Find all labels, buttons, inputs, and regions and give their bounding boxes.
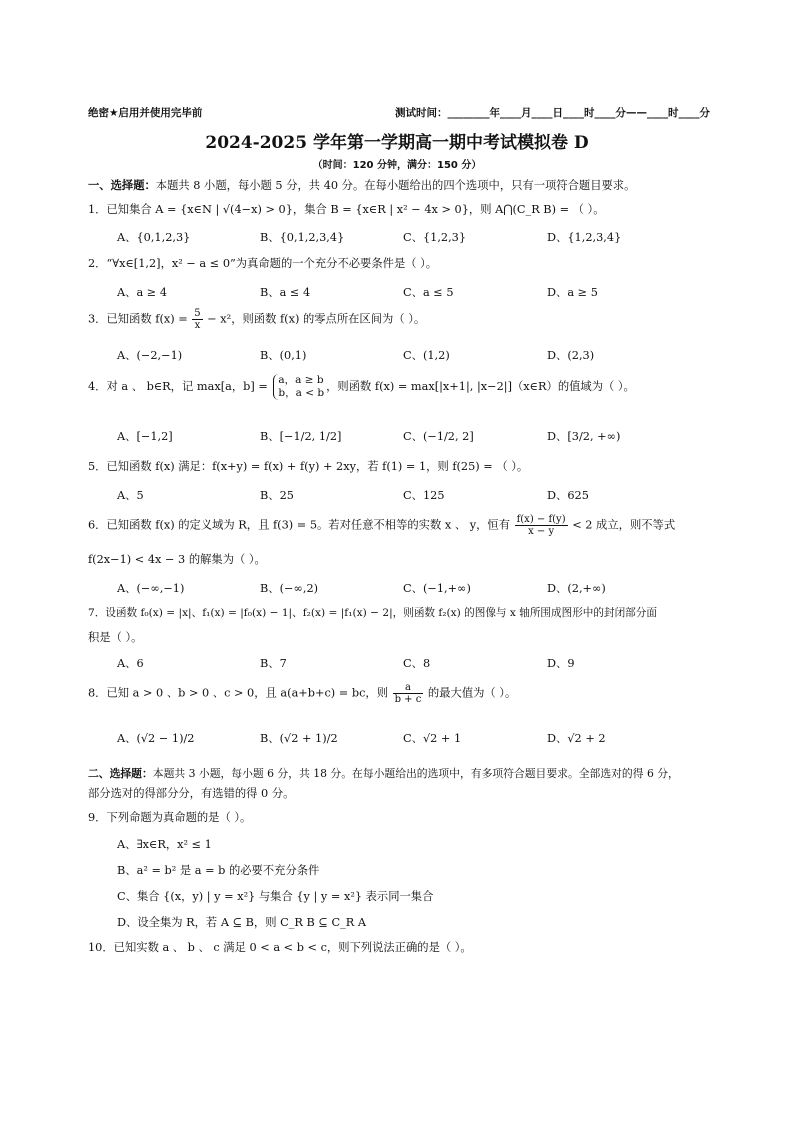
question-9: 9．下列命题为真命题的是（ ）。 (88, 811, 252, 824)
q3-frac-numerator: 5 (194, 308, 201, 319)
q8-frac-numerator: a (393, 682, 424, 694)
q4-prefix: 4．对 a 、 b∈R，记 max[a，b] = (88, 380, 272, 393)
q5-option-c[interactable]: C、125 (403, 489, 445, 502)
q2-option-b[interactable]: B、a ≤ 4 (260, 286, 311, 299)
q6-frac-denominator: x − y (528, 526, 555, 537)
section2-instructions (88, 766, 713, 782)
q7-option-a[interactable]: A、6 (117, 657, 144, 670)
q6-option-b[interactable]: B、(−∞,2) (260, 582, 319, 595)
question-6-options (117, 580, 717, 600)
question-7-options (117, 655, 717, 675)
q8-fraction (393, 682, 424, 705)
q4-case-1: a，a ≥ b (278, 374, 324, 386)
section2-instructions-line-2: 部分选对的得部分分，有选错的得 0 分。 (88, 787, 295, 800)
q8-option-d[interactable]: D、√2 + 2 (547, 732, 606, 745)
q9-option-a[interactable]: A、∃x∈R，x² ≤ 1 (117, 838, 212, 851)
q1-option-c[interactable]: C、{1,2,3} (403, 231, 467, 244)
question-4-options (117, 428, 717, 448)
question-5: 5．已知函数 f(x) 满足：f(x+y) = f(x) + f(y) + 2xy，若 f(1) = 1，则 f(25) = （ ）。 (88, 460, 529, 473)
q3-prefix: 3．已知函数 f(x) = (88, 312, 192, 326)
q4-option-b[interactable]: B、[−1/2, 1/2] (260, 430, 342, 443)
q8-option-b[interactable]: B、(√2 + 1)/2 (260, 732, 338, 745)
q4-option-a[interactable]: A、[−1,2] (117, 430, 173, 443)
q6-fraction (515, 514, 568, 537)
question-7: 7．设函数 f₀(x) = |x|、f₁(x) = |f₀(x) − 1|、f₂(x) = |f₁(x) − 2|，则函数 f₂(x) 的图像与 x 轴所围成图形中的封闭部分面 (88, 607, 657, 619)
q5-option-d[interactable]: D、625 (547, 489, 589, 502)
q7-option-d[interactable]: D、9 (547, 657, 575, 670)
question-6 (88, 514, 713, 537)
q6-option-d[interactable]: D、(2,+∞) (547, 582, 606, 595)
question-2-options (117, 284, 717, 304)
exam-subtitle: （时间：120 分钟，满分：150 分） (312, 160, 482, 171)
q8-suffix: 的最大值为（ ）。 (424, 686, 517, 700)
question-6-line-2: f(2x−1) < 4x − 3 的解集为（ ）。 (88, 553, 266, 566)
q1-option-d[interactable]: D、{1,2,3,4} (547, 231, 622, 244)
question-3-options (117, 347, 717, 367)
q7-option-c[interactable]: C、8 (403, 657, 431, 670)
question-2: 2．“∀x∈[1,2]，x² − a ≤ 0”为真命题的一个充分不必要条件是（ ）。 (88, 257, 438, 270)
q4-option-c[interactable]: C、(−1/2, 2] (403, 430, 474, 443)
section1-instructions (88, 177, 713, 194)
q4-case-2: b，a < b (278, 387, 325, 399)
question-5-options (117, 487, 717, 507)
question-8-options (117, 730, 717, 750)
question-4 (88, 374, 713, 400)
q8-prefix: 8．已知 a > 0 、b > 0 、c > 0，且 a(a+b+c) = bc，则 (88, 686, 392, 700)
question-10: 10．已知实数 a 、 b 、 c 满足 0 < a < b < c，则下列说法正确的是（ ）。 (88, 941, 472, 954)
q3-option-b[interactable]: B、(0,1) (260, 349, 307, 362)
q3-suffix: − x²，则函数 f(x) 的零点所在区间为（ ）。 (203, 312, 426, 326)
section1-text: 本题共 8 小题，每小题 5 分，共 40 分。在每小题给出的四个选项中，只有一项符合题目要求。 (155, 179, 636, 192)
q2-option-d[interactable]: D、a ≥ 5 (547, 286, 598, 299)
q2-option-a[interactable]: A、a ≥ 4 (117, 286, 168, 299)
q3-fraction (192, 308, 202, 331)
q8-option-a[interactable]: A、(√2 − 1)/2 (117, 732, 195, 745)
question-3 (88, 308, 713, 331)
q3-option-c[interactable]: C、(1,2) (403, 349, 450, 362)
confidential-label: 绝密★启用并使用完毕前 (88, 107, 203, 119)
q6-prefix: 6．已知函数 f(x) 的定义域为 R，且 f(3) = 5。若对任意不相等的实数 x 、 y，恒有 (88, 518, 514, 532)
q3-option-a[interactable]: A、(−2,−1) (117, 349, 183, 362)
q4-suffix: ，则函数 f(x) = max[|x+1|, |x−2|]（x∈R）的值域为（ ）。 (326, 380, 635, 393)
question-7-line-2: 积是（ ）。 (88, 631, 143, 644)
q5-option-a[interactable]: A、5 (117, 489, 144, 502)
q4-option-d[interactable]: D、[3/2, +∞) (547, 430, 621, 443)
section2-text: 本题共 3 小题，每小题 6 分，共 18 分。在每小题给出的选项中，有多项符合题目要求。全部选对的得 6 分， (152, 767, 679, 780)
q6-option-a[interactable]: A、(−∞,−1) (117, 582, 185, 595)
question-1-options (117, 229, 717, 249)
q6-suffix: < 2 成立，则不等式 (568, 518, 676, 532)
q1-option-a[interactable]: A、{0,1,2,3} (117, 231, 191, 244)
q9-option-b[interactable]: B、a² = b² 是 a = b 的必要不充分条件 (117, 864, 320, 877)
q6-frac-numerator: f(x) − f(y) (516, 514, 566, 525)
exam-title: 2024-2025 学年第一学期高一期中考试模拟卷 D (205, 133, 589, 153)
q6-option-c[interactable]: C、(−1,+∞) (403, 582, 471, 595)
q1-option-b[interactable]: B、{0,1,2,3,4} (260, 231, 345, 244)
q7-option-b[interactable]: B、7 (260, 657, 287, 670)
q3-frac-denominator: x (194, 320, 201, 331)
q8-frac-denominator: b + c (394, 694, 422, 705)
question-8 (88, 682, 713, 705)
q9-option-c[interactable]: C、集合 {(x，y) | y = x²} 与集合 {y | y = x²} 表示同一集合 (117, 890, 434, 903)
q3-option-d[interactable]: D、(2,3) (547, 349, 595, 362)
section2-heading: 二、选择题： (88, 767, 153, 780)
q4-piecewise (273, 374, 324, 400)
q2-option-c[interactable]: C、a ≤ 5 (403, 286, 454, 299)
q5-option-b[interactable]: B、25 (260, 489, 294, 502)
q9-option-d[interactable]: D、设全集为 R，若 A ⊆ B，则 C_R B ⊆ C_R A (117, 916, 367, 929)
q8-option-c[interactable]: C、√2 + 1 (403, 732, 462, 745)
section1-heading: 一、选择题： (88, 178, 156, 192)
question-1: 1．已知集合 A = {x∈N | √(4−x) > 0}，集合 B = {x∈R | x² − 4x > 0}，则 A⋂(C_R B) = （ ）。 (88, 203, 605, 216)
test-time-field: 测试时间：________年____月____日____时____分——____时____分 (395, 107, 710, 119)
